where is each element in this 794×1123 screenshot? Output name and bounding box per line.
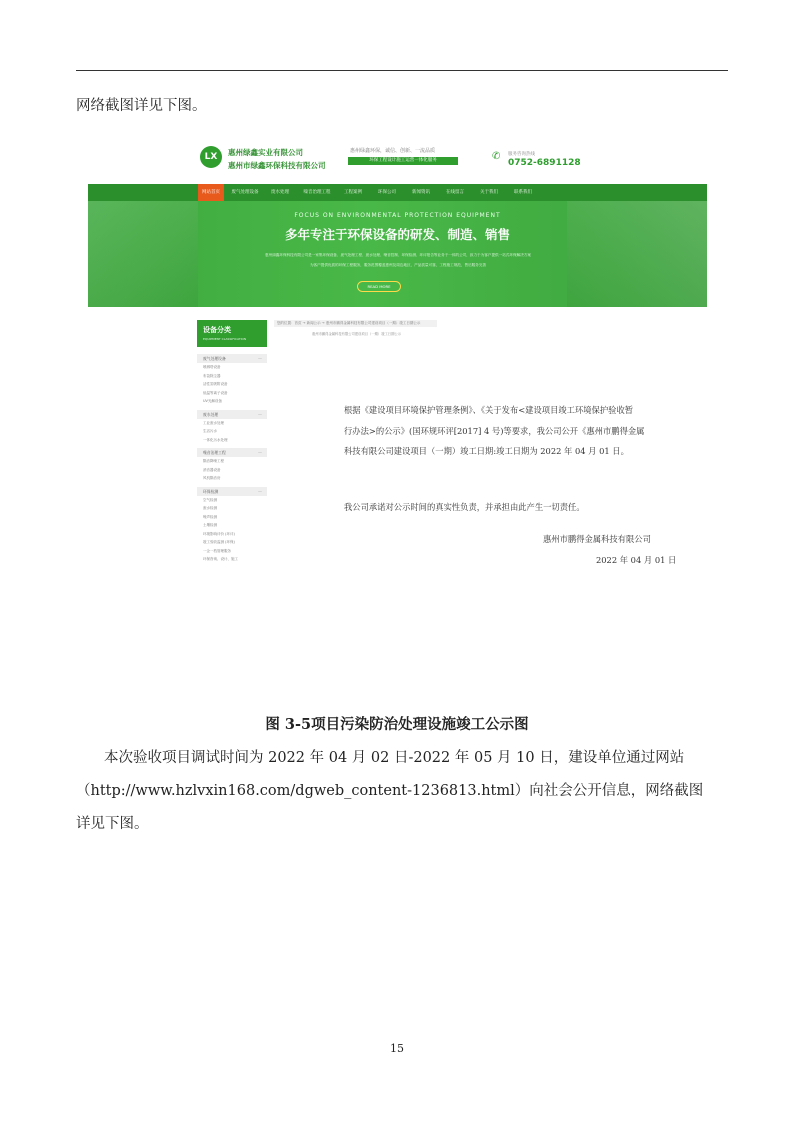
banner-desc: 为客户提供优质的环保工程服务，服务范围覆盖惠州及周边地区，产品质量可靠，工程施工规范，售后服务完善 — [309, 263, 487, 267]
sidebar-item[interactable]: 布袋除尘器 — [203, 373, 221, 378]
sidebar-item[interactable]: 生活污水 — [203, 429, 217, 433]
sidebar-item[interactable]: 低温等离子设备 — [203, 390, 228, 395]
sidebar-title: 设备分类 — [203, 326, 231, 334]
sidebar-item[interactable]: 土壤检测 — [203, 523, 217, 527]
company-name-1: 惠州绿鑫实业有限公司 — [228, 148, 303, 157]
expand-icon: — — [258, 356, 262, 361]
phone-icon: ✆ — [492, 151, 501, 162]
nav-item[interactable]: 网站首页 — [198, 184, 224, 201]
nav-item[interactable]: 新闻资讯 — [412, 190, 430, 195]
sidebar-item[interactable]: 隔音降噪工程 — [203, 459, 224, 463]
sidebar-item[interactable]: 一企一档管理服务 — [203, 548, 231, 553]
category-label: 废水处理 — [203, 411, 219, 417]
body-paragraph-line: 本次验收项目调试时间为 2022 年 04 月 02 日-2022 年 05 月 10 日，建设单位通过网站 — [104, 750, 685, 766]
expand-icon: — — [258, 411, 262, 417]
sidebar-header — [197, 320, 267, 347]
category-label: 环保检测 — [203, 488, 219, 494]
page-number: 15 — [390, 1042, 404, 1055]
category-label: 噪音治理工程 — [203, 450, 226, 455]
category-label: 废气处理设备 — [203, 356, 226, 361]
sidebar-item[interactable]: 工业废水处理 — [203, 420, 224, 425]
article-line: 科技有限公司建设项目（一期）竣工日期:竣工日期为 2022 年 04 月 01 日。 — [344, 446, 629, 456]
site-logo: LX — [200, 146, 222, 168]
banner-desc: 惠州绿鑫环保科技有限公司是一家集环保设备、废气处理工程、废水处理、噪音控制、环保检测、环评报告等业务于一体的公司，致力于为客户提供一站式环保解决方案 — [265, 253, 531, 257]
article-title: 惠州市鹏得金属科技有限公司建设项目（一期）竣工日期公示 — [311, 332, 401, 336]
header-rule — [76, 70, 728, 71]
nav-item[interactable]: 废气处理设备 — [231, 190, 259, 195]
sidebar-category[interactable] — [197, 410, 267, 419]
sidebar-item[interactable]: 环境影响评价 (环评) — [203, 531, 235, 536]
sidebar-item[interactable]: 空气检测 — [203, 497, 217, 502]
slogan-2: 环保工程设计施工运营一体化服务 — [348, 157, 458, 165]
nav-item[interactable]: 关于我们 — [480, 190, 498, 195]
article-signature: 惠州市鹏得金属科技有限公司 — [543, 534, 651, 544]
phone-number: 0752-6891128 — [508, 158, 581, 168]
intro-text: 网络截图详见下图。 — [76, 98, 207, 114]
body-paragraph-line: （http://www.hzlvxin168.com/dgweb_content-1236813.html）向社会公开信息，网络截图 — [76, 783, 704, 799]
site-nav — [88, 184, 707, 201]
site-header — [88, 134, 707, 181]
expand-icon: — — [258, 450, 262, 455]
sidebar-category[interactable] — [197, 448, 267, 457]
sidebar-subtitle: EQUIPMENT CLASSIFICATION — [203, 337, 247, 341]
sidebar-category[interactable] — [197, 354, 267, 363]
sidebar-category[interactable] — [197, 487, 267, 496]
article-line: 行办法>的公示》(国环规环评[2017] 4 号)等要求，我公司公开《惠州市鹏得金属 — [344, 426, 645, 436]
breadcrumb: 您的位置：首页 → 新闻公示 → 惠州市鹏得金属科技有限公司建设项目（一期）竣工日期公示 — [274, 320, 437, 327]
figure-caption: 图 3-5项目污染防治处理设施竣工公示图 — [265, 716, 529, 733]
sidebar-item[interactable]: 噪声检测 — [203, 514, 217, 519]
banner-english: FOCUS ON ENVIRONMENTAL PROTECTION EQUIPMENT — [294, 212, 501, 219]
sidebar-item[interactable]: 喷淋塔设备 — [203, 365, 221, 369]
company-name-2: 惠州市绿鑫环保科技有限公司 — [228, 161, 326, 170]
sidebar-item[interactable]: 环保咨询、设计、施工 — [203, 557, 238, 561]
banner-headline: 多年专注于环保设备的研发、制造、销售 — [284, 227, 510, 242]
site-banner — [88, 201, 707, 307]
nav-item[interactable]: 联系我们 — [514, 190, 532, 195]
nav-item[interactable]: 废水处理 — [271, 190, 289, 195]
sidebar-item[interactable]: 活性炭吸附设备 — [203, 382, 228, 386]
sidebar-item[interactable]: 废水检测 — [203, 506, 217, 510]
phone-label: 服务咨询热线 — [508, 152, 535, 157]
expand-icon: — — [258, 488, 262, 494]
website-screenshot — [88, 134, 707, 617]
nav-item[interactable]: 噪音治理工程 — [303, 190, 331, 195]
slogan-1: 惠州绿鑫环保，诚信、创新、一流品质 — [350, 148, 436, 154]
nav-item[interactable]: 在线留言 — [446, 190, 464, 195]
sidebar-list — [197, 350, 267, 564]
sidebar-item[interactable]: 风机隔音房 — [203, 476, 221, 480]
body-paragraph-line: 详见下图。 — [76, 816, 149, 832]
article-date: 2022 年 04 月 01 日 — [596, 555, 677, 565]
sidebar-item[interactable]: 竣工验收监测 (环保) — [203, 540, 235, 544]
read-more-button[interactable]: READ MORE — [357, 281, 401, 292]
nav-item[interactable]: 工程案例 — [344, 190, 362, 195]
sidebar-item[interactable]: 消音器设备 — [203, 467, 221, 472]
sidebar-item[interactable]: UV光解设备 — [203, 399, 222, 403]
nav-item[interactable]: 环保公司 — [378, 190, 396, 195]
sidebar-item[interactable]: 一体化污水处理 — [203, 437, 228, 442]
article-line: 我公司承诺对公示时间的真实性负责，并承担由此产生一切责任。 — [344, 502, 585, 512]
article-line: 根据《建设项目环境保护管理条例》、《关于发布<建设项目竣工环境保护验收暂 — [344, 405, 634, 415]
